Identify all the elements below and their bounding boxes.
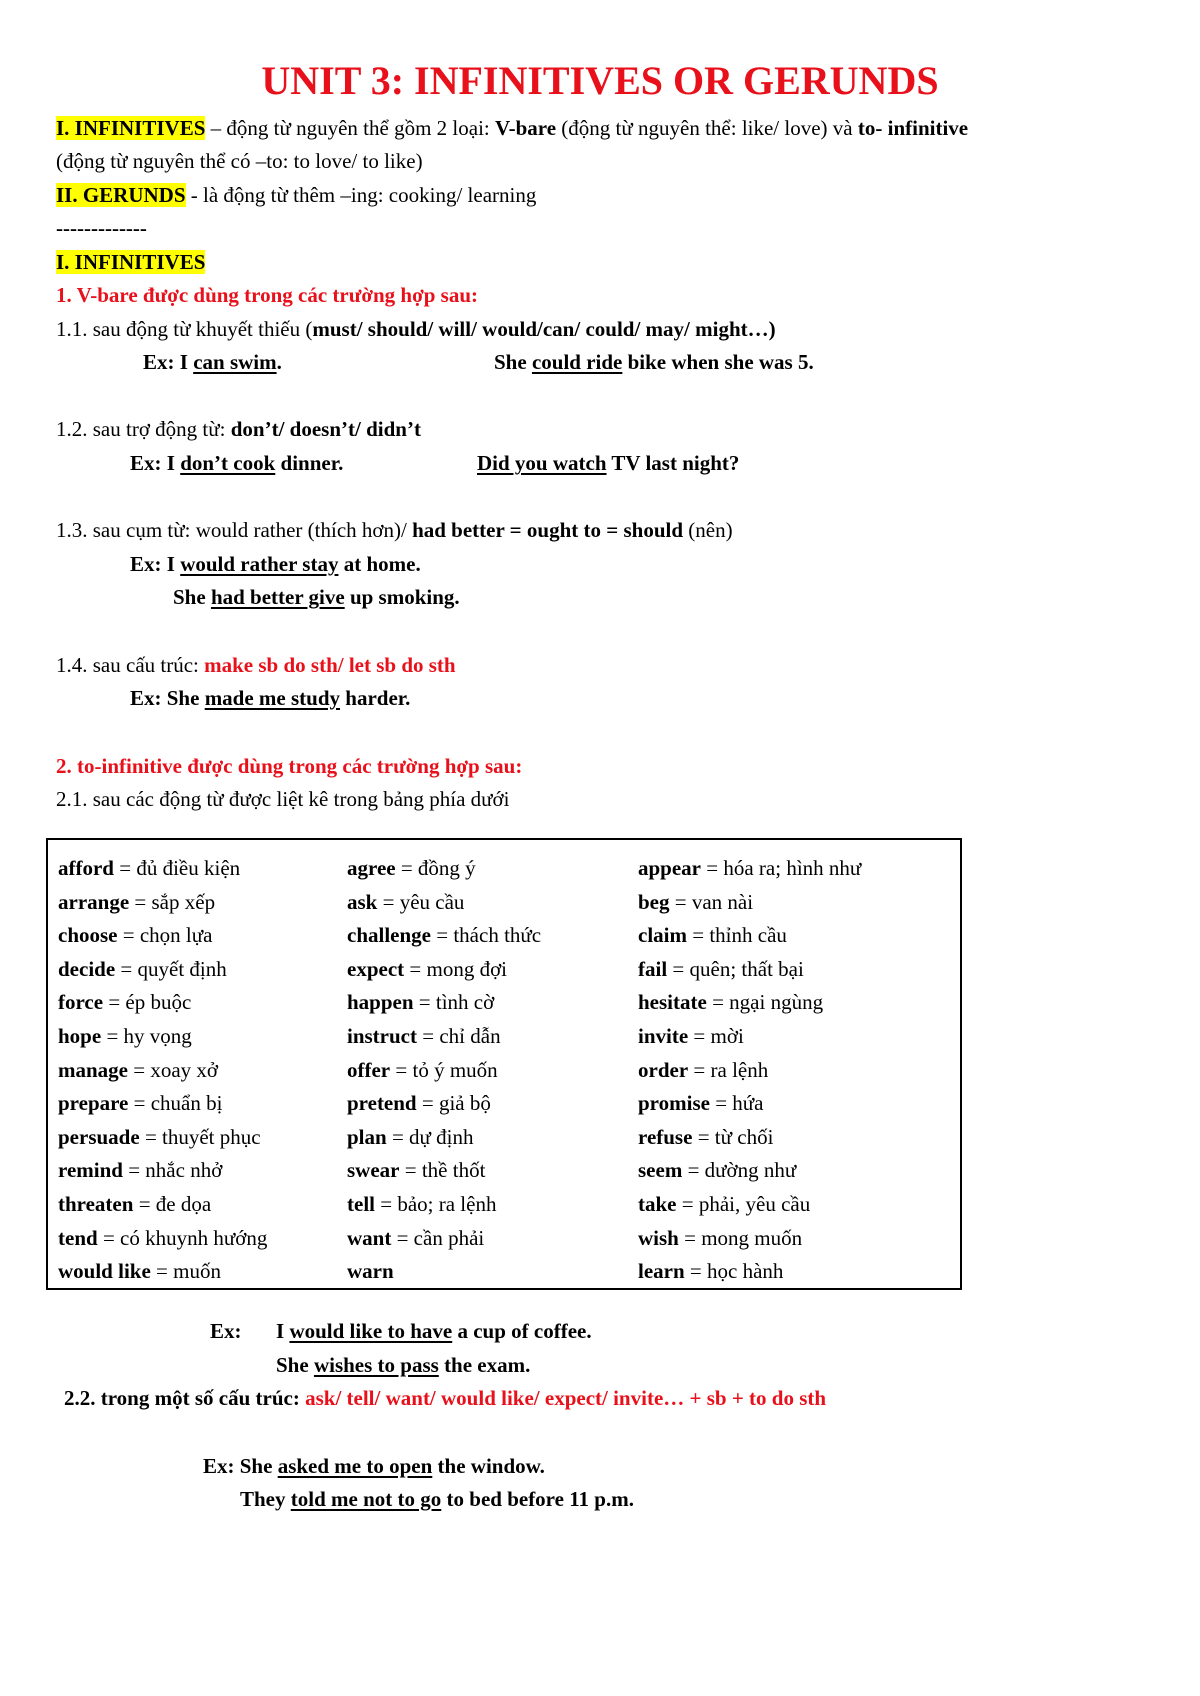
verb-word: beg <box>638 889 670 914</box>
verb-entry <box>347 852 541 886</box>
verb-meaning: = thách thức <box>431 923 542 948</box>
rule-2-1: 2.1. sau các động từ được liệt kê trong bảng phía dưới <box>56 787 510 811</box>
verb-word: tell <box>347 1191 375 1216</box>
rule-1-1 <box>56 315 776 343</box>
example-2-2a <box>203 1452 545 1480</box>
verb-word: choose <box>58 923 118 948</box>
verb-entry <box>638 1087 861 1121</box>
verb-table <box>46 838 962 1290</box>
example-1-3a <box>130 550 421 578</box>
gerunds-label: II. GERUNDS <box>56 183 186 207</box>
verb-word: threaten <box>58 1191 134 1216</box>
verb-word: hope <box>58 1023 102 1048</box>
rule-2-2-text: 2.2. trong một số cấu trúc: <box>64 1386 306 1410</box>
verb-entry <box>638 1222 861 1256</box>
verb-word: plan <box>347 1124 387 1149</box>
rule-1-1-verbs: must/ should/ will/ would/can/ could/ may/ might…) <box>312 317 776 341</box>
verb-entry <box>638 1054 861 1088</box>
verb-entry <box>638 852 861 886</box>
example-1-1b <box>494 348 814 376</box>
example-text: at home. <box>338 552 421 576</box>
verb-entry <box>347 1154 541 1188</box>
example-1-1a <box>143 348 282 376</box>
example-text: a cup of coffee. <box>452 1319 592 1343</box>
example-underlined: would like to have <box>289 1319 453 1343</box>
verb-entry <box>638 886 861 920</box>
example-label: Ex: <box>210 1319 242 1343</box>
example-underlined: could ride <box>531 350 623 374</box>
verb-word: ask <box>347 889 378 914</box>
example-text: . <box>276 350 282 374</box>
example-2-1a <box>276 1317 592 1345</box>
intro-infinitives-line <box>56 114 968 142</box>
rule-2-2 <box>64 1384 826 1412</box>
verb-entry <box>58 1188 267 1222</box>
example-text: TV last night? <box>606 451 740 475</box>
example-underlined: had better give <box>210 585 345 609</box>
verb-meaning: = mong muốn <box>678 1225 803 1250</box>
verb-meaning: = phải, yêu cầu <box>676 1191 811 1216</box>
section-heading: I. INFINITIVES <box>56 250 206 274</box>
example-1-4 <box>130 684 410 712</box>
verb-word: offer <box>347 1057 391 1082</box>
verb-word: warn <box>347 1259 394 1284</box>
verb-meaning: = van nài <box>669 889 754 914</box>
verb-entry <box>638 1154 861 1188</box>
verb-meaning: = quên; thất bại <box>667 956 804 981</box>
verb-column-1 <box>58 852 267 1289</box>
rule-2-2-structure: ask/ tell/ want/ would like/ expect/ invite… + sb + to do sth <box>305 1386 827 1410</box>
example-text: up smoking. <box>344 585 460 609</box>
verb-entry <box>347 919 541 953</box>
example-underlined: wishes to pass <box>313 1353 439 1377</box>
sub2-heading: 2. to-infinitive được dùng trong các trường hợp sau: <box>56 754 523 778</box>
verb-entry <box>638 953 861 987</box>
verb-meaning: = thỉnh cầu <box>686 923 787 948</box>
rule-1-2-text: 1.2. sau trợ động từ: <box>56 417 231 441</box>
example-1-2b <box>477 449 739 477</box>
verb-word: promise <box>638 1091 710 1116</box>
verb-entry <box>58 1121 267 1155</box>
verb-entry <box>58 886 267 920</box>
rule-1-4-text: 1.4. sau cấu trúc: <box>56 653 205 677</box>
verb-meaning: = mời <box>688 1023 744 1048</box>
verb-word: prepare <box>58 1091 129 1116</box>
verb-entry <box>58 1154 267 1188</box>
verb-meaning: = giả bộ <box>416 1091 491 1116</box>
verb-meaning: = thuyết phục <box>139 1124 261 1149</box>
rule-1-3 <box>56 516 733 544</box>
verb-word: take <box>638 1191 677 1216</box>
example-text: She <box>173 585 211 609</box>
example-text: to bed before 11 p.m. <box>441 1487 634 1511</box>
section-heading-line <box>56 248 205 276</box>
verb-meaning: = sắp xếp <box>129 889 216 914</box>
verb-meaning: = tình cờ <box>413 990 495 1015</box>
verb-meaning: = tỏ ý muốn <box>390 1057 498 1082</box>
verb-word: tend <box>58 1225 98 1250</box>
verb-entry <box>58 1020 267 1054</box>
example-1-2a <box>130 449 343 477</box>
verb-word: pretend <box>347 1091 417 1116</box>
verb-word: instruct <box>347 1023 417 1048</box>
verb-word: invite <box>638 1023 689 1048</box>
verb-entry <box>638 1188 861 1222</box>
verb-entry <box>347 986 541 1020</box>
verb-meaning: = quyết định <box>115 956 227 981</box>
verb-meaning: = chỉ dẫn <box>417 1023 501 1048</box>
verb-word: swear <box>347 1158 400 1183</box>
intro-gerunds-line <box>56 181 536 209</box>
example-underlined: Did you watch <box>477 451 607 475</box>
verb-meaning: = mong đợi <box>404 956 508 981</box>
example-underlined: asked me to open <box>277 1454 433 1478</box>
verb-meaning: = đủ điều kiện <box>114 856 241 880</box>
verb-meaning: = cần phải <box>391 1225 485 1250</box>
verb-word: arrange <box>58 889 130 914</box>
verb-entry <box>58 986 267 1020</box>
verb-word: expect <box>347 956 405 981</box>
verb-entry <box>638 1020 861 1054</box>
verb-column-3 <box>638 852 861 1289</box>
verb-word: hesitate <box>638 990 707 1015</box>
verb-meaning: = đồng ý <box>395 856 476 880</box>
verb-meaning: = bảo; ra lệnh <box>374 1191 497 1216</box>
verb-meaning: = hy vọng <box>101 1023 192 1048</box>
verb-entry <box>638 1121 861 1155</box>
verb-meaning: = chuẩn bị <box>128 1091 223 1116</box>
example-text: She <box>276 1353 314 1377</box>
verb-word: want <box>347 1225 392 1250</box>
example-text: harder. <box>340 686 411 710</box>
verb-word: seem <box>638 1158 683 1183</box>
example-text: Ex: I <box>130 451 181 475</box>
verb-entry <box>347 1255 541 1289</box>
example-text: Ex: She <box>130 686 205 710</box>
verb-entry <box>58 1087 267 1121</box>
example-text: dinner. <box>275 451 344 475</box>
verb-meaning: = thề thốt <box>399 1158 486 1183</box>
verb-entry <box>347 1020 541 1054</box>
verb-meaning: = nhắc nhở <box>122 1158 223 1183</box>
verb-word: decide <box>58 956 116 981</box>
example-text: bike when she was 5. <box>622 350 814 374</box>
verb-word: persuade <box>58 1124 140 1149</box>
verb-meaning: = yêu cầu <box>377 889 465 914</box>
example-text: They <box>240 1487 291 1511</box>
example-underlined: would rather stay <box>180 552 339 576</box>
vbare-term: V-bare <box>495 116 557 140</box>
example-text: I <box>276 1319 290 1343</box>
verb-word: wish <box>638 1225 679 1250</box>
verb-word: manage <box>58 1057 128 1082</box>
verb-meaning: = có khuynh hướng <box>97 1225 268 1250</box>
verb-word: agree <box>347 856 396 880</box>
verb-entry <box>58 1222 267 1256</box>
infinitives-desc-1: – động từ nguyên thể gồm 2 loại: <box>205 116 495 140</box>
verb-entry <box>347 1222 541 1256</box>
example-text: Ex: I <box>143 350 194 374</box>
verb-entry <box>58 1255 267 1289</box>
verb-meaning: = đe dọa <box>133 1191 212 1216</box>
example-underlined: made me study <box>204 686 341 710</box>
verb-meaning: = ra lệnh <box>688 1057 769 1082</box>
verb-meaning: = ép buộc <box>103 990 192 1015</box>
example-text: Ex: She <box>203 1454 278 1478</box>
verb-word: force <box>58 990 104 1015</box>
rule-1-2-verbs: don’t/ doesn’t/ didn’t <box>230 417 421 441</box>
verb-entry <box>58 1054 267 1088</box>
divider: ------------- <box>56 216 147 240</box>
example-text: Ex: I <box>130 552 181 576</box>
rule-1-4 <box>56 651 456 679</box>
verb-entry <box>58 852 267 886</box>
verb-word: afford <box>58 856 114 880</box>
example-2-2b <box>240 1485 634 1513</box>
verb-entry <box>347 1188 541 1222</box>
page-title: UNIT 3: INFINITIVES OR GERUNDS <box>261 58 939 103</box>
rule-1-3-phrases: had better = ought to = should <box>412 518 684 542</box>
verb-meaning: = học hành <box>684 1259 784 1284</box>
infinitives-label: I. INFINITIVES <box>56 116 206 140</box>
verb-entry <box>638 986 861 1020</box>
example-underlined: can swim <box>193 350 277 374</box>
infinitives-desc-2: (động từ nguyên thể: like/ love) và <box>556 116 858 140</box>
rule-1-4-structure: make sb do sth/ let sb do sth <box>204 653 456 677</box>
verb-entry <box>347 953 541 987</box>
intro-infinitives-line-2: (động từ nguyên thể có –to: to love/ to like) <box>56 149 423 173</box>
verb-meaning: = chọn lựa <box>117 923 213 948</box>
example-underlined: told me not to go <box>290 1487 442 1511</box>
gerunds-desc: - là động từ thêm –ing: cooking/ learning <box>185 183 537 207</box>
verb-entry <box>638 1255 861 1289</box>
verb-entry <box>58 953 267 987</box>
verb-meaning: = dự định <box>386 1124 474 1149</box>
verb-meaning: = ngại ngùng <box>706 990 824 1015</box>
rule-1-3-meaning: (nên) <box>683 518 733 542</box>
verb-entry <box>347 1054 541 1088</box>
rule-1-2 <box>56 415 421 443</box>
verb-word: refuse <box>638 1124 693 1149</box>
verb-entry <box>347 1121 541 1155</box>
verb-word: happen <box>347 990 414 1015</box>
verb-meaning: = từ chối <box>692 1124 774 1149</box>
verb-entry <box>58 919 267 953</box>
verb-entry <box>347 886 541 920</box>
example-1-3b <box>173 583 460 611</box>
verb-word: challenge <box>347 923 431 948</box>
verb-word: would like <box>58 1259 151 1284</box>
verb-word: order <box>638 1057 689 1082</box>
verb-entry <box>347 1087 541 1121</box>
to-infinitive-term: to- infinitive <box>857 116 969 140</box>
example-text: the exam. <box>438 1353 531 1377</box>
verb-word: learn <box>638 1259 685 1284</box>
example-text: the window. <box>432 1454 545 1478</box>
verb-column-2 <box>347 852 541 1289</box>
example-text: She <box>494 350 532 374</box>
rule-1-1-text: 1.1. sau động từ khuyết thiếu ( <box>56 317 313 341</box>
example-underlined: don’t cook <box>180 451 276 475</box>
verb-word: appear <box>638 856 701 880</box>
verb-word: remind <box>58 1158 123 1183</box>
verb-meaning: = muốn <box>150 1259 221 1284</box>
sub1-heading: 1. V-bare được dùng trong các trường hợp sau: <box>56 283 478 307</box>
example-2-1b <box>276 1351 530 1379</box>
verb-meaning: = xoay xở <box>128 1057 219 1082</box>
verb-meaning: = hứa <box>709 1091 764 1116</box>
verb-meaning: = dường như <box>682 1158 797 1183</box>
verb-entry <box>638 919 861 953</box>
verb-word: fail <box>638 956 668 981</box>
verb-word: claim <box>638 923 687 948</box>
verb-meaning: = hóa ra; hình như <box>701 856 862 880</box>
rule-1-3-text: 1.3. sau cụm từ: would rather (thích hơn)/ <box>56 518 413 542</box>
